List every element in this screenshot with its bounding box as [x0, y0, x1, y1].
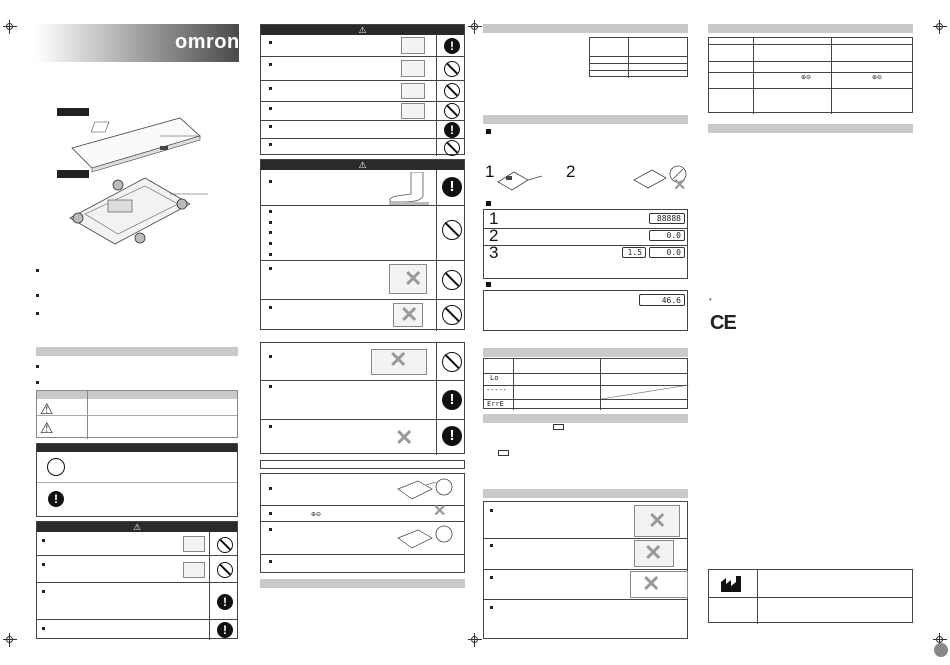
caution-illustration — [183, 562, 205, 578]
mandatory-icon: ! — [442, 177, 462, 197]
ce-footnote: * — [709, 298, 712, 305]
mandatory-icon: ! — [444, 122, 460, 138]
section-header-bar — [483, 115, 688, 124]
display-step-1-number: 1 — [489, 209, 499, 228]
insert-step-1-number: 1 — [485, 162, 495, 181]
insert-step-2-number: 2 — [566, 162, 576, 181]
caution-box-col2 — [260, 159, 465, 330]
cross-mark: ✕ — [400, 302, 419, 327]
section-header-bar — [483, 24, 688, 33]
bullet — [36, 381, 39, 384]
cross-mark: ✕ — [673, 177, 687, 194]
crop-mark-top-right — [933, 20, 947, 34]
square-bullet — [486, 129, 491, 134]
symbols-box — [36, 443, 238, 517]
caution-icon: ⚠ — [40, 420, 54, 437]
display-step-3-number: 3 — [489, 243, 499, 262]
error-code-erre: ErrE — [487, 400, 504, 408]
lcd-pair-left-display: 1.5 — [622, 247, 646, 258]
cross-mark: ✕ — [389, 347, 408, 372]
prohibited-icon — [442, 305, 462, 325]
signal-word-table — [36, 390, 238, 438]
caution-header: ⚠ — [261, 160, 464, 170]
cross-mark: ✕ — [642, 571, 661, 596]
section-header-bar — [708, 24, 913, 33]
square-bullet — [486, 282, 491, 287]
prohibited-icon — [442, 220, 462, 240]
notice-label-box — [260, 460, 465, 469]
prohibited-icon — [444, 61, 460, 77]
warning-box — [260, 24, 465, 155]
lcd-zero-display: 0.0 — [649, 230, 685, 241]
lcd-full-display: 88888 — [649, 213, 685, 224]
crop-mark-bottom-left — [3, 633, 17, 647]
display-steps-box — [483, 209, 688, 279]
prohibited-icon — [444, 83, 460, 99]
warning-illustration — [401, 60, 425, 77]
battery-low-icon — [498, 450, 509, 456]
bullet — [36, 294, 39, 297]
foot-on-scale-illustration — [381, 172, 433, 206]
prohibited-icon — [444, 140, 460, 156]
lcd-weight-display: 46.6 — [639, 294, 685, 306]
battery-insert-illustration — [396, 477, 456, 503]
caution-illustration — [183, 536, 205, 552]
lcd-pair-right-display: 0.0 — [649, 247, 685, 258]
no-disassembly-icon — [47, 458, 65, 476]
battery-notes-box — [260, 473, 465, 573]
crop-mark-top-left — [3, 20, 17, 34]
error-code-lo: Lo — [490, 374, 499, 382]
prohibited-icon — [217, 537, 233, 553]
prohibited-icon — [442, 352, 462, 372]
battery-polarity-symbol: ⊕⊖ — [872, 75, 883, 81]
unit-table — [589, 37, 688, 77]
section-header-bar — [483, 414, 688, 423]
warning-icon: ⚠ — [40, 401, 54, 418]
section-header-bar — [36, 347, 238, 356]
cross-mark: ✕ — [648, 508, 667, 533]
mandatory-icon: ! — [442, 390, 462, 410]
cross-mark: ✕ — [404, 266, 423, 291]
mandatory-icon: ! — [442, 426, 462, 446]
battery-low-icon — [553, 424, 564, 430]
prohibited-icon — [444, 103, 460, 119]
mandatory-icon: ! — [444, 38, 460, 54]
care-box — [483, 501, 688, 639]
spec-table — [708, 37, 913, 113]
caution-box-col1 — [36, 521, 238, 639]
insert-step-1-illustration — [496, 168, 546, 194]
caution-header: ⚠ — [37, 522, 237, 532]
section-header-bar — [708, 124, 913, 133]
ce-mark: CE — [710, 312, 736, 334]
mandatory-icon: ! — [217, 622, 233, 638]
mandatory-icon: ! — [217, 594, 233, 610]
weight-display-box — [483, 290, 688, 331]
prohibited-icon — [217, 562, 233, 578]
square-bullet — [486, 201, 491, 206]
crop-mark-bottom-center — [468, 633, 482, 647]
caution-box-continued — [260, 342, 465, 454]
battery-polarity-symbol: ⊕⊖ — [311, 512, 322, 518]
manufacturer-table — [708, 569, 913, 623]
registration-dot — [934, 643, 948, 657]
table-diagonal-line — [601, 385, 689, 399]
bullet — [36, 269, 39, 272]
error-code-dashes: ----- — [486, 386, 508, 394]
error-code-table — [483, 358, 688, 409]
brand-logo: omron — [175, 31, 240, 53]
warning-illustration — [401, 103, 425, 119]
scale-illustration — [60, 108, 220, 248]
display-step-2-number: 2 — [489, 226, 499, 245]
cross-mark: ✕ — [395, 425, 414, 450]
prohibited-icon — [442, 270, 462, 290]
bullet — [36, 365, 39, 368]
section-header-bar — [483, 489, 688, 498]
section-header-bar — [483, 348, 688, 357]
crop-mark-top-center — [468, 20, 482, 34]
mandatory-icon: ! — [48, 491, 64, 507]
section-header-bar — [260, 579, 465, 588]
warning-header: ⚠ — [261, 25, 464, 35]
cross-mark: ✕ — [433, 503, 447, 520]
bullet — [36, 312, 39, 315]
battery-replace-illustration — [396, 524, 456, 552]
manufacturer-icon — [721, 576, 741, 592]
warning-illustration — [401, 83, 425, 99]
warning-illustration — [401, 37, 425, 54]
cross-mark: ✕ — [644, 540, 663, 565]
battery-polarity-symbol: ⊕⊖ — [801, 75, 812, 81]
